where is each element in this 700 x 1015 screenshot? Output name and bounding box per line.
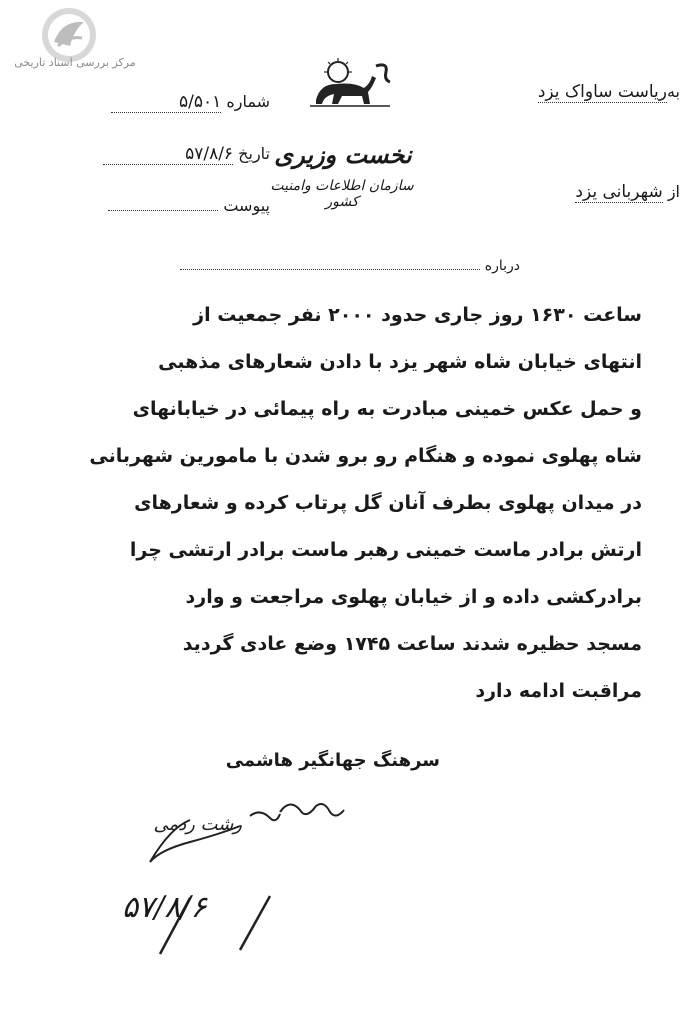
- number-line: [60, 92, 270, 113]
- from-label: از: [667, 182, 680, 201]
- date-value: ۵۷/۸/۶: [103, 144, 233, 165]
- body-line: مراقبت ادامه دارد: [475, 680, 642, 702]
- signatory-name: سرهنگ جهانگیر هاشمی: [225, 750, 440, 771]
- body-line: ساعت ۱۶۳۰ روز جاری حدود ۲۰۰۰ نفر جمعیت از: [193, 304, 642, 326]
- attachment-line: [60, 196, 270, 215]
- body-line: ارتش برادر ماست خمینی رهبر ماست برادر ارتشی چرا: [129, 539, 642, 561]
- date-line: [60, 144, 270, 165]
- body-line: برادرکشی داده و از خیابان پهلوی مراجعت و وارد: [185, 586, 642, 608]
- organization-name: نخست وزیری: [274, 140, 412, 169]
- to-label: به: [666, 82, 680, 101]
- signature-note: رشت ردمی: [153, 814, 242, 835]
- subject-line: [160, 258, 520, 274]
- recipient-line: [440, 82, 680, 103]
- attachment-value-line: [108, 210, 218, 211]
- from-value: شهربانی یزد: [575, 182, 663, 202]
- body-line: انتهای خیابان شاه شهر یزد با دادن شعارهای مذهبی: [158, 351, 642, 373]
- organization-subtitle: سازمان اطلاعات وامنیت کشور: [270, 178, 414, 210]
- sender-line: [440, 182, 680, 203]
- lion-and-sun-emblem-icon: [298, 58, 398, 108]
- attachment-label: پیوست: [223, 196, 270, 215]
- handwritten-date: ۵۷/۸/۶: [122, 890, 207, 925]
- watermark-text: مرکز بررسی اسناد تاریخی: [14, 56, 136, 69]
- to-value: ریاست ساواک یزد: [537, 82, 667, 102]
- number-value: ۵/۵۰۱: [111, 92, 221, 113]
- date-label: تاریخ: [238, 144, 270, 163]
- body-line: شاه پهلوی نموده و هنگام رو برو شدن با مامورین شهربانی: [89, 445, 642, 467]
- handwritten-signature-icon: [130, 790, 370, 870]
- number-label: شماره: [226, 92, 270, 111]
- subject-label: درباره: [484, 258, 520, 274]
- body-line: مسجد حظیره شدند ساعت ۱۷۴۵ وضع عادی گردید: [182, 633, 642, 655]
- body-line: و حمل عکس خمینی مبادرت به راه پیمائی در خیابانهای: [132, 398, 642, 420]
- subject-value-line: [180, 269, 480, 270]
- body-line: در میدان پهلوی بطرف آنان گل پرتاب کرده و شعارهای: [134, 492, 642, 514]
- letter-body: [58, 292, 642, 715]
